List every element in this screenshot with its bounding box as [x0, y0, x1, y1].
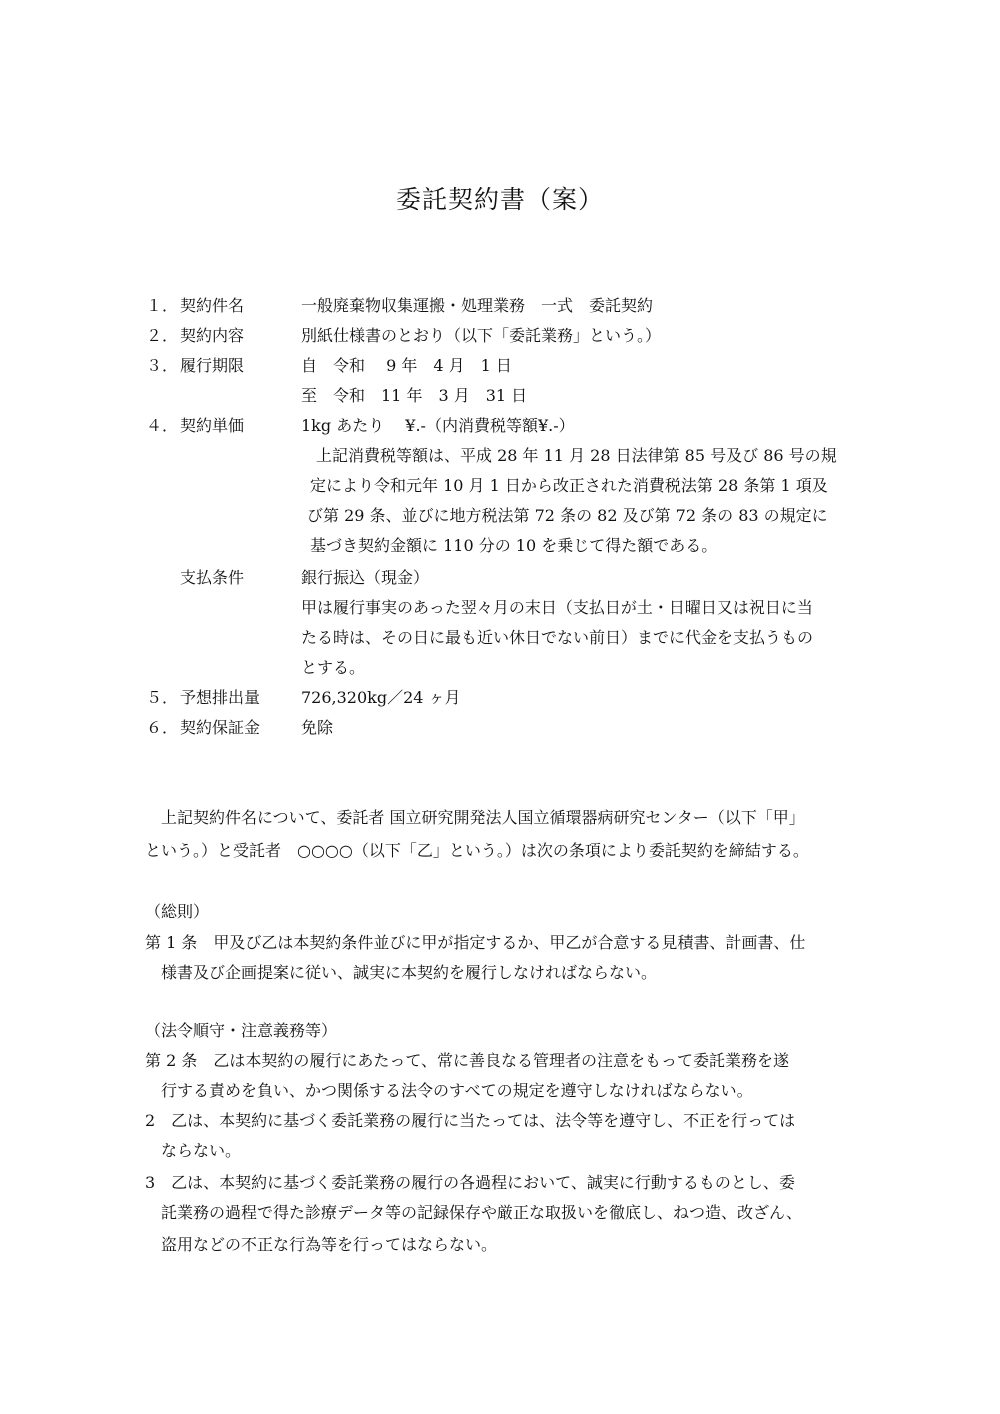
tax-note-line: 上記消費税等額は、平成 28 年 11 月 28 日法律第 85 号及び 86 号の規 [316, 446, 837, 465]
period-from: 自 令和 9 年 4 月 1 日 [301, 356, 512, 375]
article-line: 盗用などの不正な行為等を行ってはならない。 [161, 1235, 498, 1254]
period-to: 至 令和 11 年 3 月 31 日 [301, 386, 528, 405]
item-label: 契約件名 [180, 296, 245, 315]
item-number: ２． [146, 326, 179, 345]
item-expected-volume [0, 685, 1000, 709]
tax-note-line: 基づき契約金額に 110 分の 10 を乗じて得た額である。 [310, 536, 718, 555]
article-line: 第 1 条 甲及び乙は本契約条件並びに甲が指定するか、甲乙が合意する見積書、計画書、仕 [145, 933, 806, 952]
preamble-line: という。）と受託者 ○○○○（以下「乙」という。）は次の条項により委託契約を締結する。 [145, 841, 809, 860]
article-line: 3 乙は、本契約に基づく委託業務の履行の各過程において、誠実に行動するものとし、委 [145, 1173, 795, 1192]
article-line: ならない。 [161, 1141, 242, 1160]
item-value: 別紙仕様書のとおり（以下「委託業務」という。） [301, 326, 662, 345]
item-number: ４． [146, 416, 179, 435]
item-number: １． [146, 296, 179, 315]
item-value: 1kg あたり ¥.-（内消費税等額¥.-） [301, 416, 575, 435]
item-number: ６． [146, 718, 179, 737]
tax-note-line: 定により令和元年 10 月 1 日から改正された消費税法第 28 条第 1 項及 [310, 476, 828, 495]
article-line: 託業務の過程で得た診療データ等の記録保存や厳正な取扱いを徹底し、ねつ造、改ざん、 [161, 1203, 802, 1222]
item-number: ３． [146, 356, 179, 375]
item-label: 予想排出量 [180, 688, 261, 707]
item-label: 契約単価 [180, 416, 245, 435]
item-contract-name [0, 293, 1000, 317]
item-unit-price [0, 413, 1000, 437]
item-period [0, 353, 1000, 377]
item-value: 726,320kg／24 ヶ月 [301, 688, 461, 707]
item-payment [0, 565, 1000, 589]
item-label: 履行期限 [180, 356, 245, 375]
item-value: 免除 [301, 718, 334, 737]
item-number: ５． [146, 688, 179, 707]
item-value: 一般廃棄物収集運搬・処理業務 一式 委託契約 [301, 296, 654, 315]
article-line: 第 2 条 乙は本契約の履行にあたって、常に善良なる管理者の注意をもって委託業務を遂 [145, 1051, 790, 1070]
item-label: 支払条件 [180, 568, 245, 587]
payment-note-line: とする。 [301, 658, 366, 677]
item-label: 契約内容 [180, 326, 245, 345]
article-line: 様書及び企画提案に従い、誠実に本契約を履行しなければならない。 [161, 963, 658, 982]
item-period-to [0, 383, 1000, 407]
tax-note-line: び第 29 条、並びに地方税法第 72 条の 82 及び第 72 条の 83 の規定に [307, 506, 828, 525]
item-value: 銀行振込（現金） [301, 568, 430, 587]
item-guarantee [0, 715, 1000, 739]
article-line: 2 乙は、本契約に基づく委託業務の履行に当たっては、法令等を遵守し、不正を行っては [145, 1111, 796, 1130]
document-title: 委託契約書（案） [395, 185, 604, 214]
article-line: 行する責めを負い、かつ関係する法令のすべての規定を遵守しなければならない。 [161, 1081, 753, 1100]
item-contract-content [0, 323, 1000, 347]
item-label: 契約保証金 [180, 718, 261, 737]
section-heading: （法令順守・注意義務等） [145, 1021, 338, 1040]
preamble-line: 上記契約件名について、委託者 国立研究開発法人国立循環器病研究センター（以下「甲」 [161, 808, 805, 827]
section-heading: （総則） [145, 902, 210, 921]
payment-note-line: たる時は、その日に最も近い休日でない前日）までに代金を支払うもの [301, 628, 814, 647]
payment-note-line: 甲は履行事実のあった翌々月の末日（支払日が土・日曜日又は祝日に当 [301, 598, 813, 617]
